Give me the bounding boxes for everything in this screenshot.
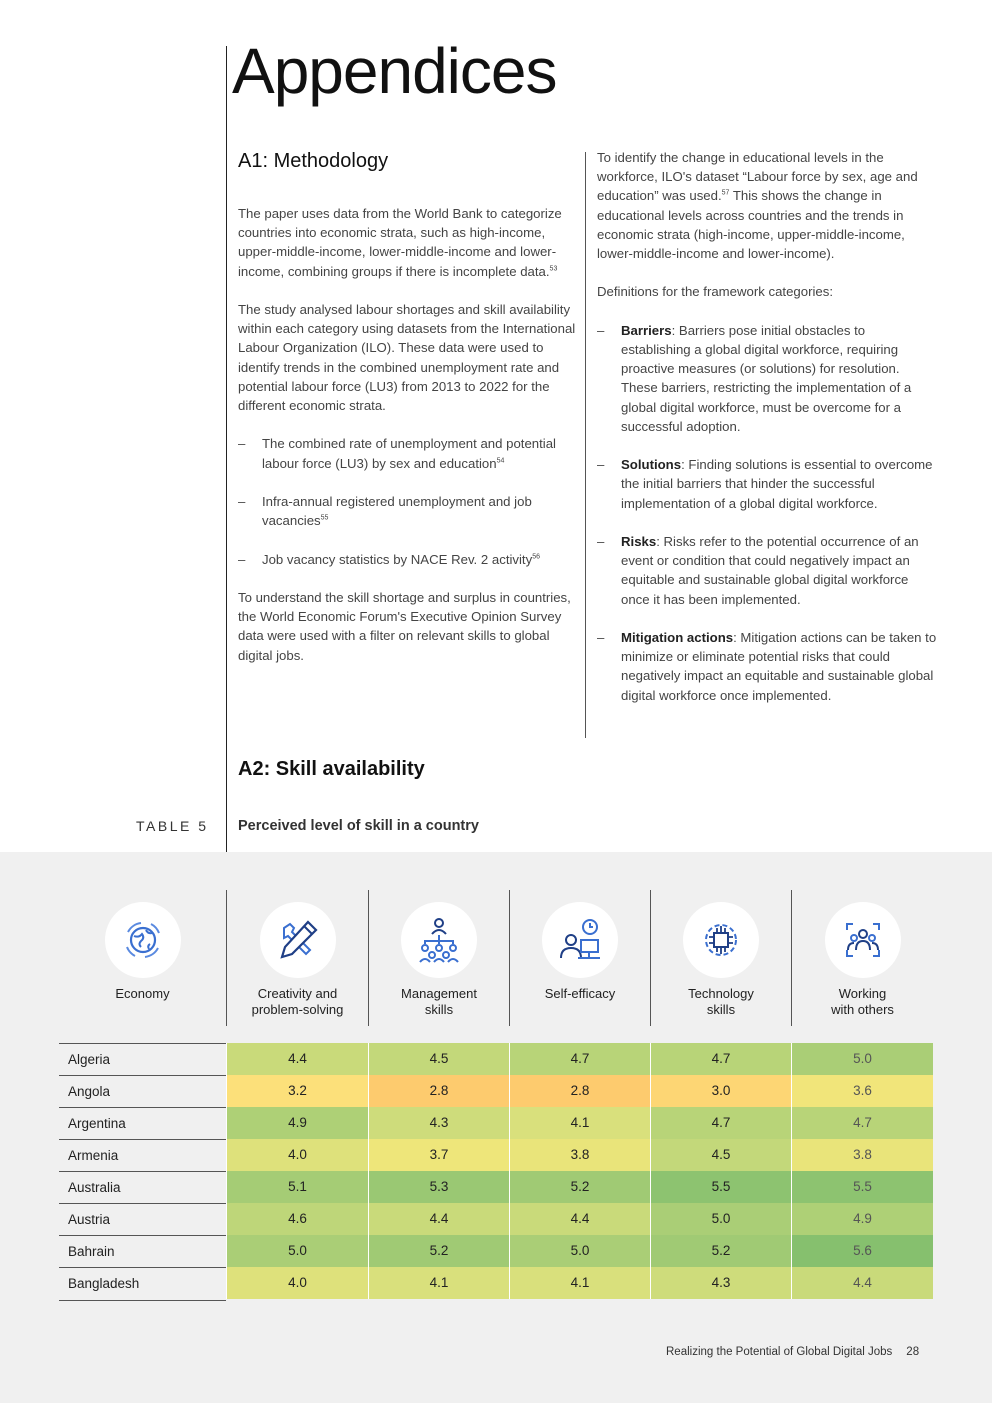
country-name: Bangladesh — [59, 1267, 226, 1299]
table-bottom-rule — [59, 1300, 226, 1301]
score-cell: 4.6 — [226, 1203, 368, 1235]
column-header-creativity: Creativity and problem-solving — [227, 890, 368, 1026]
table-row — [59, 1203, 933, 1235]
score-cell: 5.0 — [509, 1235, 650, 1267]
table-row — [59, 1075, 933, 1107]
definition-barriers: – Barriers: Barriers pose initial obstacles to establishing a global digital workforce, requiring proactive measures (or solutions) for resolution. These barriers, restricting the implementation of a global digital workforce, must be overcome for a successful adoption. — [597, 321, 937, 436]
score-cell: 4.5 — [650, 1139, 791, 1171]
column-header-self-efficacy: Self-efficacy — [510, 890, 650, 1026]
score-cell: 4.0 — [226, 1267, 368, 1299]
score-cell: 3.6 — [791, 1075, 933, 1107]
paragraph: To understand the skill shortage and surplus in countries, the World Economic Forum's Executive Opinion Survey data were used with a filter on relevant skills to global digital jobs. — [238, 589, 571, 663]
chip-gear-icon — [695, 914, 747, 966]
table-row — [59, 1171, 933, 1203]
country-name: Austria — [59, 1203, 226, 1235]
table-row — [59, 1107, 933, 1139]
score-cell: 4.4 — [226, 1043, 368, 1075]
score-cell: 4.1 — [509, 1107, 650, 1139]
list-item: – Infra-annual registered unemployment and job vacancies$^{55}$ — [238, 492, 576, 530]
country-name: Australia — [59, 1171, 226, 1203]
score-cell: 4.4 — [368, 1203, 509, 1235]
country-name: Argentina — [59, 1107, 226, 1139]
table-title: Perceived level of skill in a country — [238, 818, 479, 834]
team-hierarchy-icon — [413, 914, 465, 966]
paragraph: The paper uses data from the World Bank to categorize countries into economic strata, such as high-income, upper-middle-income, lower-middle-income and lower-income, combining groups if there is incomplete data.$^{53}$ — [238, 206, 562, 279]
country-name: Algeria — [59, 1043, 226, 1075]
page-footer — [666, 1346, 919, 1358]
column-header-management: Management skills — [369, 890, 509, 1026]
score-cell: 4.3 — [650, 1267, 791, 1299]
country-name: Angola — [59, 1075, 226, 1107]
score-cell: 4.7 — [650, 1107, 791, 1139]
score-cell: 5.0 — [226, 1235, 368, 1267]
a2-heading: A2: Skill availability — [238, 758, 425, 780]
score-cell: 4.4 — [509, 1203, 650, 1235]
column-divider — [585, 152, 586, 738]
score-cell: 5.5 — [791, 1171, 933, 1203]
score-cell: 4.3 — [368, 1107, 509, 1139]
title-rule — [226, 46, 227, 852]
definition-risks: – Risks: Risks refer to the potential occurrence of an event or condition that could negatively impact an equitable and sustainable global digital workforce once it has been implemented. — [597, 532, 937, 609]
score-cell: 5.1 — [226, 1171, 368, 1203]
score-cell: 3.8 — [791, 1139, 933, 1171]
score-cell: 4.7 — [791, 1107, 933, 1139]
list-item: – Job vacancy statistics by NACE Rev. 2 activity$^{56}$ — [238, 550, 576, 569]
score-cell: 5.2 — [368, 1235, 509, 1267]
pencil-wrench-icon — [272, 914, 324, 966]
score-cell: 5.2 — [650, 1235, 791, 1267]
score-cell: 4.7 — [650, 1043, 791, 1075]
score-cell: 4.9 — [791, 1203, 933, 1235]
score-cell: 4.4 — [791, 1267, 933, 1299]
paragraph: To identify the change in educational levels in the workforce, ILO's dataset “Labour force by sex, age and education” was used.$^{57}$ This shows the change in educational levels across countries and the trends in economic strata (high-income, upper-middle-income, lower-middle-income and lower-income). — [597, 150, 918, 262]
group-people-icon — [837, 914, 889, 966]
globe-economy-icon — [117, 914, 169, 966]
paragraph: Definitions for the framework categories: — [597, 284, 834, 300]
list-item: – The combined rate of unemployment and potential labour force (LU3) by sex and education$^{54}$ — [238, 434, 576, 472]
definition-mitigation: – Mitigation actions: Mitigation actions can be taken to minimize or eliminate potential risks that could negatively impact an equitable and sustainable global digital workforce once implemented. — [597, 628, 937, 705]
score-cell: 3.0 — [650, 1075, 791, 1107]
page-number: 28 — [906, 1346, 920, 1358]
score-cell: 4.5 — [368, 1043, 509, 1075]
column-header-economy: Economy — [59, 890, 226, 1026]
table-row — [59, 1267, 933, 1299]
paragraph: The study analysed labour shortages and skill availability within each category using datasets from the International Labour Organization (ILO). These data were used to identify trends in the combined unemployment rate and potential labour force (LU3) from 2013 to 2022 for the different economic strata. — [238, 302, 576, 414]
table-row — [59, 1235, 933, 1267]
score-cell: 5.6 — [791, 1235, 933, 1267]
score-cell: 4.0 — [226, 1139, 368, 1171]
methodology-right-column — [597, 148, 937, 724]
definition-solutions: – Solutions: Finding solutions is essential to overcome the initial barriers that hinder the successful implementation of a global digital workforce. — [597, 455, 937, 513]
score-cell: 5.5 — [650, 1171, 791, 1203]
score-cell: 5.2 — [509, 1171, 650, 1203]
table-row — [59, 1043, 933, 1075]
country-name: Bahrain — [59, 1235, 226, 1267]
table-row — [59, 1139, 933, 1171]
a1-heading: A1: Methodology — [238, 150, 389, 172]
score-cell: 4.1 — [509, 1267, 650, 1299]
score-cell: 2.8 — [368, 1075, 509, 1107]
score-cell: 2.8 — [509, 1075, 650, 1107]
score-cell: 3.8 — [509, 1139, 650, 1171]
score-cell: 5.0 — [791, 1043, 933, 1075]
score-cell: 3.2 — [226, 1075, 368, 1107]
score-cell: 5.0 — [650, 1203, 791, 1235]
column-header-working-with-others: Working with others — [792, 890, 933, 1026]
country-name: Armenia — [59, 1139, 226, 1171]
page-title: Appendices — [232, 35, 557, 107]
score-cell: 5.3 — [368, 1171, 509, 1203]
score-cell: 4.7 — [509, 1043, 650, 1075]
methodology-left-column — [238, 148, 576, 684]
footer-text: Realizing the Potential of Global Digital Jobs — [666, 1346, 893, 1358]
score-cell: 4.9 — [226, 1107, 368, 1139]
score-cell: 4.1 — [368, 1267, 509, 1299]
score-cell: 3.7 — [368, 1139, 509, 1171]
person-computer-icon — [554, 914, 606, 966]
column-header-technology: Technology skills — [651, 890, 791, 1026]
table-label: TABLE 5 — [136, 818, 209, 834]
